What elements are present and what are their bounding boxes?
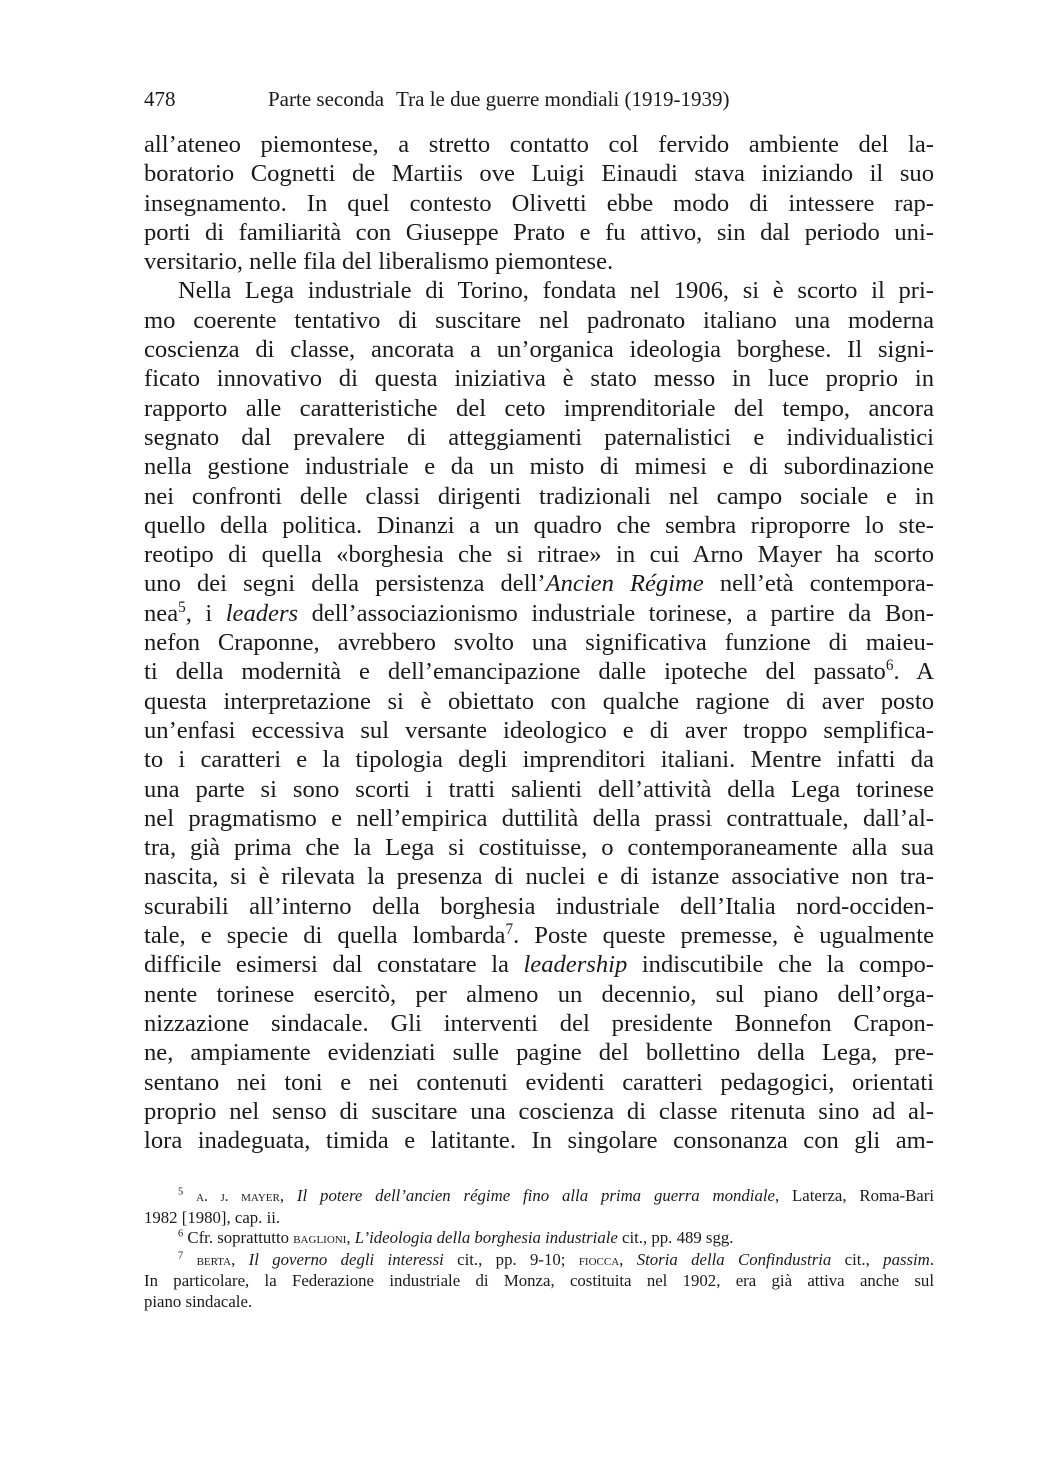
- text-line: all’ateneo piemontese, a stretto contatto col fervido ambiente del la-: [144, 131, 934, 158]
- text-run: . A: [893, 658, 934, 686]
- running-head: [144, 86, 934, 112]
- text-line: segnato dal prevalere di atteggiamenti paternalistici e individualistici: [144, 423, 934, 451]
- work-title: Il governo degli interessi: [248, 1249, 444, 1269]
- text-line: scurabili all’interno della borghesia industriale dell’Italia nord-occiden-: [144, 892, 934, 920]
- part-title: Parte seconda: [268, 87, 385, 111]
- text-run: ,: [619, 1249, 637, 1269]
- work-title: Il potere dell’ancien régime fino alla prima guerra mondiale: [296, 1186, 775, 1205]
- author-name: a. j. mayer: [196, 1188, 280, 1205]
- text-line: nascita, si è rilevata la presenza di nuclei e di istanze associative non tra-: [144, 863, 934, 891]
- text-line: porti di familiarità con Giuseppe Prato e fu attivo, sin dal periodo uni-: [144, 218, 934, 246]
- page-number: 478: [144, 87, 176, 111]
- author-name: berta: [196, 1251, 232, 1269]
- text-run: ,: [346, 1228, 355, 1248]
- text-line: insegnamento. In quel contesto Olivetti ebbe modo di intessere rap-: [144, 189, 934, 217]
- text-line: lora inadeguata, timida e latitante. In singolare consonanza con gli am-: [144, 1127, 934, 1155]
- footnote-ref: 5: [178, 598, 186, 616]
- text-line: nel pragmatismo e nell’empirica duttilità della prassi contrattuale, dall’al-: [144, 804, 934, 832]
- text-line: coscienza di classe, ancorata a un’organica ideologia borghese. Il signi-: [144, 336, 934, 364]
- text-run: ti della modernità e dell’emancipazione dalle ipoteche del passato: [144, 658, 886, 686]
- paragraph-start-line: Nella Lega industriale di Torino, fondata nel 1906, si è scorto il pri-: [178, 277, 934, 305]
- text-line: reotipo di quella «borghesia che si ritrae» in cui Arno Mayer ha scorto: [144, 541, 934, 569]
- italic-term: leaders: [225, 599, 299, 627]
- text-run: tale, e specie di quella lombarda: [144, 922, 506, 950]
- text-run: cit.,: [831, 1249, 884, 1269]
- work-title: Storia della Confindustria: [636, 1249, 832, 1269]
- footnote-7-continuation: piano sindacale.: [144, 1291, 253, 1311]
- text-run: nell’età contempora-: [703, 570, 934, 598]
- footnote-5-continuation: 1982 [1980], cap. ii.: [144, 1207, 281, 1227]
- text-line: versitario, nelle fila del liberalismo piemontese.: [144, 248, 614, 276]
- text-line: quello della politica. Dinanzi a un quadro che sembra riproporre lo ste-: [144, 511, 934, 539]
- text-run: Cfr. soprattutto: [183, 1228, 294, 1248]
- footnote-7-continuation: In particolare, la Federazione industriale di Monza, costituita nel 1902, era già attiva anche sul: [144, 1271, 934, 1291]
- footnote-ref: 7: [505, 920, 514, 938]
- text-line: [144, 950, 934, 979]
- text-line: boratorio Cognetti de Martiis ove Luigi Einaudi stava iniziando il suo: [144, 160, 934, 188]
- italic-term: passim: [883, 1249, 930, 1269]
- text-line: una parte si sono scorti i tratti salienti dell’attività della Lega torinese: [144, 775, 934, 803]
- text-run: ,: [279, 1186, 297, 1205]
- text-line: [144, 569, 934, 598]
- text-run: , Laterza, Roma-Bari: [774, 1186, 934, 1205]
- footnote-number: 7: [178, 1250, 184, 1262]
- text-run: . Poste queste premesse, è ugualmente: [513, 922, 934, 950]
- text-line: [144, 599, 934, 628]
- work-title: L’ideologia della borghesia industriale: [354, 1228, 618, 1248]
- text-run: dell’associazionismo industriale torinese, a partire da Bon-: [298, 599, 934, 627]
- text-line: tra, già prima che la Lega si costituisse, o contemporaneamente alla sua: [144, 834, 934, 862]
- footnote-number: 6: [178, 1228, 184, 1240]
- text-line: nefon Craponne, avrebbero svolto una significativa funzione di maieu-: [144, 629, 934, 657]
- text-line: ne, ampiamente evidenziati sulle pagine del bollettino della Lega, pre-: [144, 1039, 934, 1067]
- italic-term: leadership: [523, 951, 628, 979]
- body-text: [144, 130, 934, 1155]
- text-line: mo coerente tentativo di suscitare nel padronato italiano una moderna: [144, 306, 934, 334]
- text-line: rapporto alle caratteristiche del ceto imprenditoriale del tempo, ancora: [144, 394, 934, 422]
- footnotes: [144, 1186, 934, 1313]
- text-line: nella gestione industriale e da un misto di mimesi e di subordinazione: [144, 453, 934, 481]
- text-line: un’enfasi eccessiva sul versante ideologico e di aver troppo semplifica-: [144, 716, 934, 744]
- text-line: [144, 657, 934, 686]
- text-line: questa interpretazione si è obiettato con qualche ragione di aver posto: [144, 687, 934, 715]
- footnote-7: [144, 1250, 934, 1272]
- italic-term: Ancien Régime: [545, 570, 704, 598]
- author-name: baglioni: [293, 1230, 347, 1248]
- text-line: sentano nei toni e nei contenuti evidenti caratteri pedagogici, orientati: [144, 1068, 934, 1096]
- footnote-ref: 6: [885, 657, 894, 675]
- text-run: , i: [185, 599, 226, 627]
- text-run: cit., pp. 489 sgg.: [617, 1228, 734, 1248]
- footnote-6: [144, 1228, 934, 1250]
- text-run: uno dei segni della persistenza dell’: [144, 570, 546, 598]
- text-run: difficile esimersi dal constatare la: [144, 951, 524, 979]
- text-line: to i caratteri e la tipologia degli imprenditori italiani. Mentre infatti da: [144, 746, 934, 774]
- text-line: [144, 921, 934, 950]
- text-run: .: [929, 1249, 934, 1269]
- text-run: indiscutibile che la compo-: [627, 951, 934, 979]
- author-name: fiocca: [578, 1251, 620, 1269]
- footnote-5: [144, 1186, 934, 1208]
- footnote-number: 5: [178, 1186, 184, 1198]
- text-line: ficato innovativo di questa iniziativa è stato messo in luce proprio in: [144, 365, 934, 393]
- text-run: nea: [144, 599, 179, 627]
- text-line: nizzazione sindacale. Gli interventi del presidente Bonnefon Crapon-: [144, 1009, 934, 1037]
- text-line: nente torinese esercitò, per almeno un decennio, sul piano dell’orga-: [144, 980, 934, 1008]
- text-line: proprio nel senso di suscitare una coscienza di classe ritenuta sino ad al-: [144, 1097, 934, 1125]
- text-run: cit., pp. 9-10;: [443, 1249, 579, 1269]
- text-line: nei confronti delle classi dirigenti tradizionali nel campo sociale e in: [144, 482, 934, 510]
- section-title: Tra le due guerre mondiali (1919-1939): [396, 87, 730, 111]
- text-run: ,: [231, 1249, 249, 1269]
